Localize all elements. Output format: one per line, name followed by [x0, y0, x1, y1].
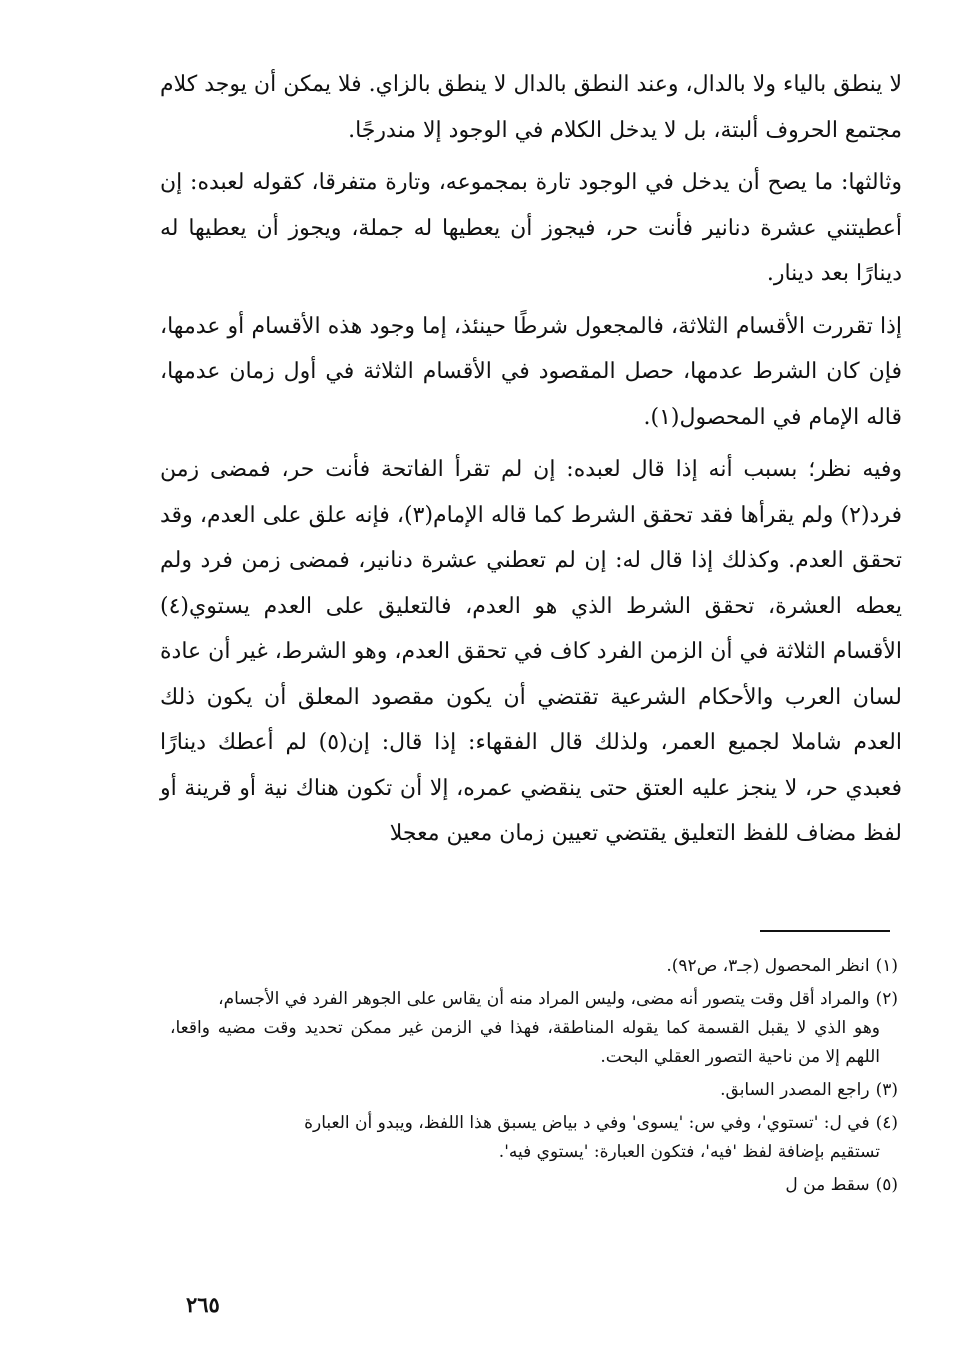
footnotes — [170, 952, 898, 1204]
main-text — [160, 62, 902, 857]
footnote — [170, 952, 898, 981]
footnote-number: (٣) — [875, 1080, 898, 1100]
footnote-continuation: وهو الذي لا يقبل القسمة كما يقوله المناطقة، فهذا في الزمن غير ممكن تحديد وقت مضيه واقعا، اللهم إلا من ناحية التصور العقلي البحت. — [170, 1018, 880, 1067]
footnote-text: راجع المصدر السابق. — [720, 1080, 870, 1100]
paragraph: وثالثها: ما يصح أن يدخل في الوجود تارة بمجموعه، وتارة متفرقا، كقوله لعبده: إن أعطيتني عشرة دنانير فأنت حر، فيجوز أن يعطيها له جملة، ويجوز أن يعطيها له دينارًا بعد دينار. — [160, 170, 902, 286]
footnote-number: (٥) — [875, 1175, 898, 1195]
footnote-text: في ل: 'تستوي'، وفي س: 'يسوى' وفي د بياض يسبق هذا اللفظ، ويبدو أن العبارة — [304, 1113, 870, 1133]
paragraph: إذا تقررت الأقسام الثلاثة، فالمجعول شرطًا حينئذ، إما وجود هذه الأقسام أو عدمها، فإن كان الشرط عدمها، حصل المقصود في الأقسام الثلاثة في أول زمان عدمها، قاله الإمام في المحصول(١). — [160, 313, 902, 430]
paragraph: وفيه نظر؛ بسبب أنه إذا قال لعبده: إن لم تقرأ الفاتحة فأنت حر، فمضى زمن فرد(٢) ولم يقرأها فقد تحقق الشرط كما قاله الإمام(٣)، فإنه علق على العدم، وقد تحقق العدم. وكذلك إذا قال له: إن لم تعطني عشرة دنانير، فمضى زمن فرد ولم يعطه العشرة، تحقق الشرط الذي هو العدم، فالتعليق على العدم يستوي(٤) الأقسام الثلاثة في أن الزمن الفرد كاف في تحقق العدم، وهو الشرط، غير أن عادة لسان العرب والأحكام الشرعية تقتضي أن يكون مقصود المعلق أن يكون ذلك العدم شاملا لجميع العمر، ولذلك قال الفقهاء: إذا قال: إن(٥) لم أعطك دينارًا فعبدي حر، لا ينجز عليه العتق حتى ينقضي عمره، إلا أن تكون هناك نية أو قرينة أو لفظ مضاف للفظ التعليق يقتضي تعيين زمان معين معجلا — [160, 457, 902, 846]
footnote-continuation: تستقيم بإضافة لفظ 'فيه'، فتكون العبارة: 'يستوي فيه'. — [498, 1142, 880, 1162]
footnote-text: انظر المحصول (جـ٣، ص٩٢). — [666, 956, 870, 976]
footnote — [170, 985, 898, 1072]
paragraph: لا ينطق بالياء ولا بالدال، وعند النطق بالدال لا ينطق بالزاي. فلا يمكن أن يوجد كلام مجتمع الحروف ألبتة، بل لا يدخل الكلام في الوجود إلا مندرجًا. — [160, 72, 902, 143]
page-number: ٢٦٥ — [186, 1292, 220, 1317]
footnote — [170, 1076, 898, 1105]
footnote — [170, 1109, 898, 1167]
footnote-separator — [760, 930, 890, 932]
footnote-text: والمراد أقل وقت يتصور أنه مضى، وليس المراد منه أن يقاس على الجوهر الفرد في الأجسام، — [218, 989, 870, 1009]
footnote — [170, 1171, 898, 1200]
footnote-text: سقط من ل — [785, 1175, 870, 1195]
footnote-number: (١) — [875, 956, 898, 976]
footnote-number: (٢) — [875, 989, 898, 1009]
footnote-number: (٤) — [875, 1113, 898, 1133]
